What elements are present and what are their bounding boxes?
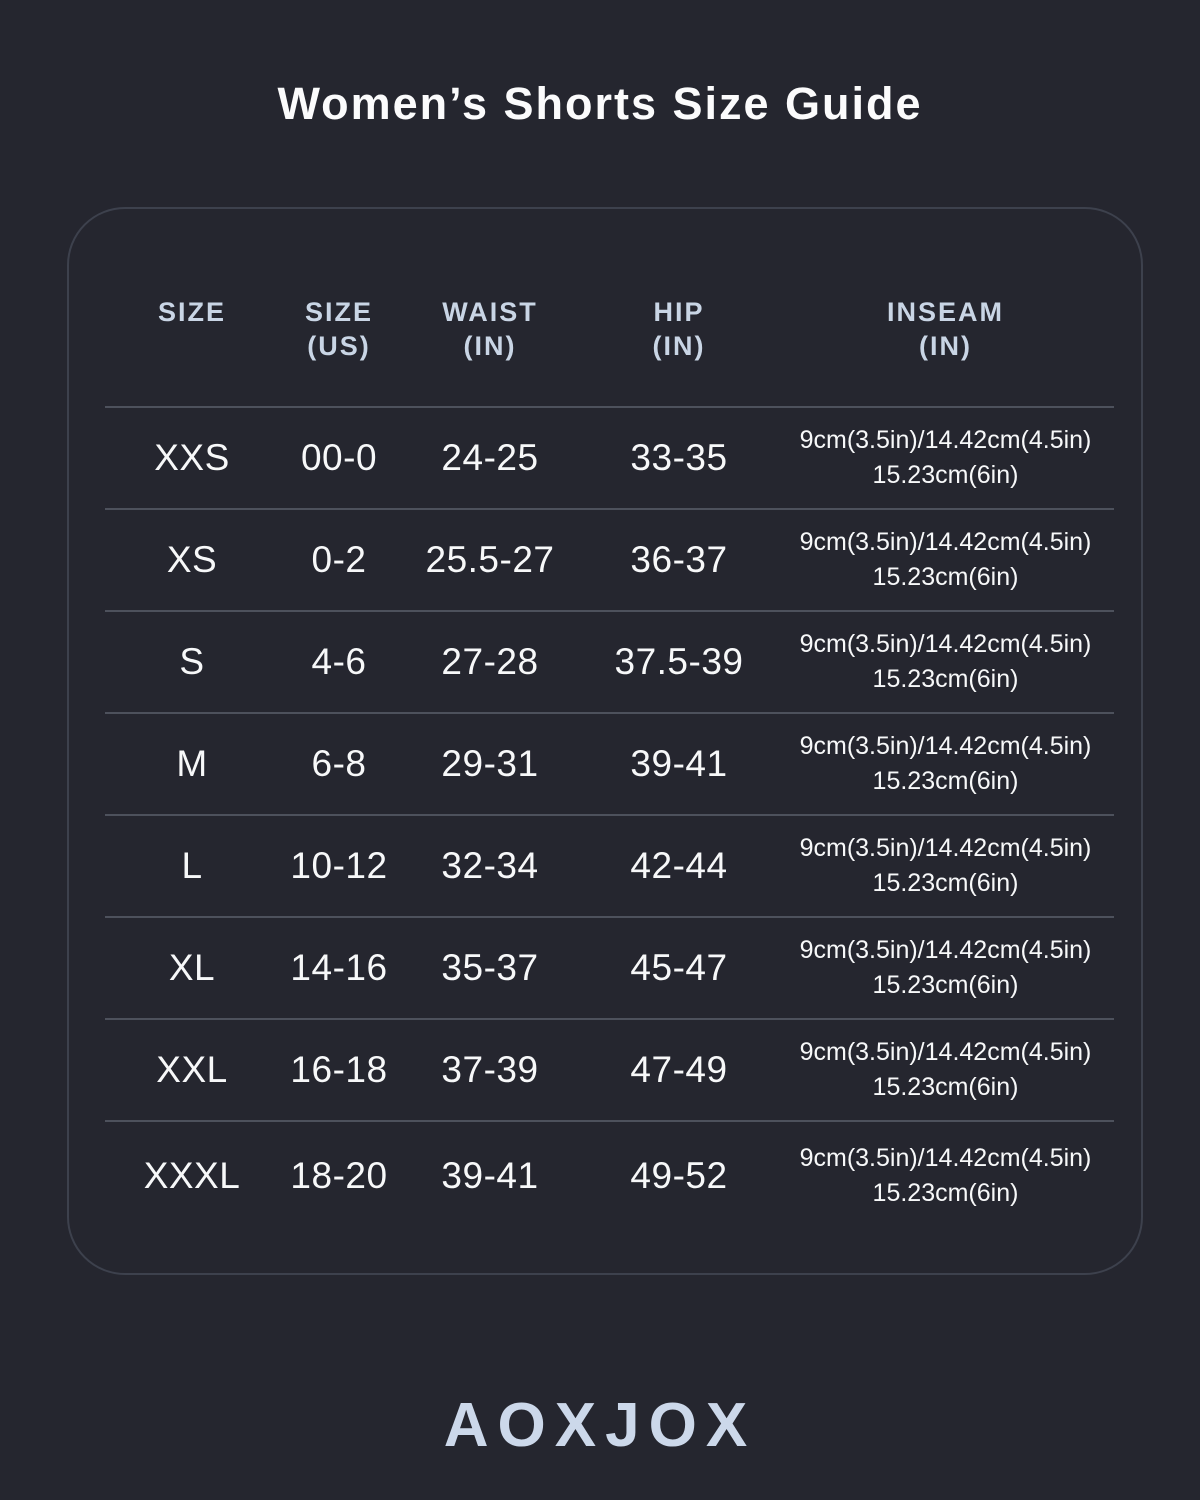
size-us-cell: 14-16 — [290, 947, 388, 988]
table-row-xxxl — [105, 1120, 1114, 1273]
size-us-cell: 00-0 — [300, 437, 378, 478]
waist-cell: 39-41 — [441, 1154, 539, 1196]
inseam-cell: 9cm(3.5in)/14.42cm(4.5in) 15.23cm(6in) — [799, 936, 1092, 999]
hip-cell: 49-52 — [630, 1154, 728, 1196]
size-us-cell: 18-20 — [290, 1154, 388, 1196]
size-cell: XXS — [154, 437, 230, 478]
inseam-cell: 9cm(3.5in)/14.42cm(4.5in) 15.23cm(6in) — [799, 630, 1092, 693]
waist-cell: 24-25 — [441, 437, 539, 478]
inseam-cell: 9cm(3.5in)/14.42cm(4.5in) 15.23cm(6in) — [799, 426, 1092, 489]
inseam-cell: 9cm(3.5in)/14.42cm(4.5in) 15.23cm(6in) — [799, 1038, 1092, 1101]
hip-cell: 47-49 — [630, 1049, 728, 1090]
size-us-cell: 16-18 — [290, 1049, 388, 1090]
inseam-cell: 9cm(3.5in)/14.42cm(4.5in) 15.23cm(6in) — [799, 1143, 1092, 1207]
header-size-us: SIZE (US) — [304, 297, 373, 361]
page-title: Women’s Shorts Size Guide — [277, 78, 923, 129]
size-us-cell: 0-2 — [311, 539, 367, 580]
size-cell: XXL — [156, 1049, 228, 1090]
inseam-cell: 9cm(3.5in)/14.42cm(4.5in) 15.23cm(6in) — [799, 834, 1092, 897]
waist-cell: 32-34 — [441, 845, 539, 886]
table-row-xxl — [105, 1018, 1114, 1120]
brand-logo: AOXJOX — [443, 1391, 757, 1460]
hip-cell: 36-37 — [630, 539, 728, 580]
size-cell: L — [181, 845, 203, 886]
size-table — [105, 209, 1114, 1273]
inseam-cell: 9cm(3.5in)/14.42cm(4.5in) 15.23cm(6in) — [799, 732, 1092, 795]
waist-cell: 35-37 — [441, 947, 539, 988]
table-row-xxs — [105, 406, 1114, 508]
hip-cell: 37.5-39 — [614, 641, 744, 682]
size-us-cell: 10-12 — [290, 845, 388, 886]
hip-cell: 45-47 — [630, 947, 728, 988]
size-cell: S — [179, 641, 205, 682]
waist-cell: 29-31 — [441, 743, 539, 784]
header-hip: HIP (IN) — [652, 297, 706, 361]
hip-cell: 42-44 — [630, 845, 728, 886]
size-cell: XXXL — [143, 1154, 241, 1196]
size-us-cell: 4-6 — [311, 641, 367, 682]
header-waist: WAIST (IN) — [442, 297, 538, 361]
size-guide-panel — [67, 207, 1143, 1275]
waist-cell: 37-39 — [441, 1049, 539, 1090]
table-header-row — [105, 209, 1114, 406]
table-row-xs — [105, 508, 1114, 610]
hip-cell: 33-35 — [630, 437, 728, 478]
table-row-m — [105, 712, 1114, 814]
inseam-cell: 9cm(3.5in)/14.42cm(4.5in) 15.23cm(6in) — [799, 528, 1092, 591]
table-row-s — [105, 610, 1114, 712]
header-size: SIZE — [157, 297, 226, 327]
size-us-cell: 6-8 — [311, 743, 367, 784]
waist-cell: 27-28 — [441, 641, 539, 682]
table-row-xl — [105, 916, 1114, 1018]
hip-cell: 39-41 — [630, 743, 728, 784]
header-inseam: INSEAM (IN) — [886, 297, 1004, 361]
size-cell: XL — [168, 947, 216, 988]
waist-cell: 25.5-27 — [425, 539, 555, 580]
size-cell: XS — [166, 539, 218, 580]
size-cell: M — [176, 743, 208, 784]
table-row-l — [105, 814, 1114, 916]
